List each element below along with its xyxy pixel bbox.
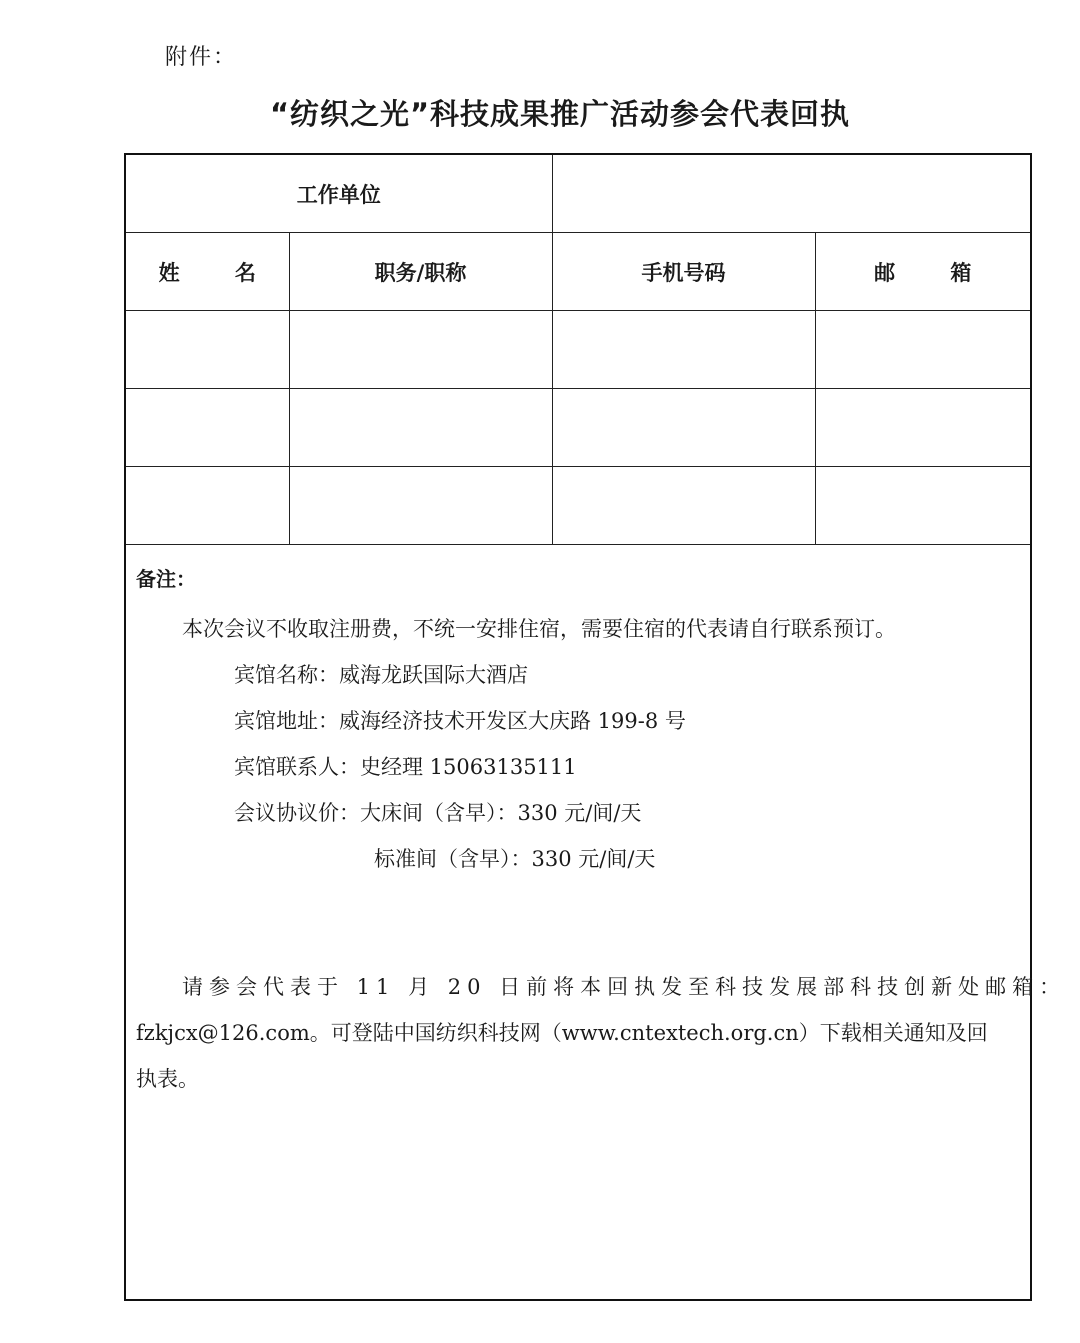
mobile-cell[interactable] (552, 311, 815, 389)
work-unit-row (126, 155, 1030, 233)
email-cell[interactable] (815, 389, 1030, 467)
price-standard-room: 标准间（含早）：330 元/间/天 (374, 847, 656, 871)
remarks-intro: 本次会议不收取注册费，不统一安排住宿，需要住宿的代表请自行联系预订。 (182, 617, 896, 641)
name-cell[interactable] (126, 311, 289, 389)
hotel-contact: 宾馆联系人：史经理 15063135111 (234, 755, 577, 779)
work-unit-field[interactable] (552, 155, 1030, 233)
receipt-form (124, 153, 1067, 1301)
attachment-label: 附件： (165, 45, 238, 70)
header-mobile: 手机号码 (552, 233, 815, 311)
table-row (126, 389, 1030, 467)
work-unit-label: 工作单位 (126, 155, 552, 233)
table-row (126, 467, 1030, 545)
price-bed-room: 会议协议价：大床间（含早）：330 元/间/天 (234, 801, 642, 825)
name-cell[interactable] (126, 467, 289, 545)
return-end-line: 执表。 (136, 1067, 199, 1091)
header-name: 姓 名 (126, 233, 289, 311)
email-cell[interactable] (815, 311, 1030, 389)
mobile-cell[interactable] (552, 467, 815, 545)
position-cell[interactable] (289, 467, 552, 545)
remarks-title: 备注： (136, 567, 196, 591)
mobile-cell[interactable] (552, 389, 815, 467)
hotel-address: 宾馆地址：威海经济技术开发区大庆路 199-8 号 (234, 709, 686, 733)
name-cell[interactable] (126, 389, 289, 467)
email-cell[interactable] (815, 467, 1030, 545)
remarks-section (136, 563, 1067, 1102)
header-email: 邮 箱 (815, 233, 1030, 311)
attendee-table (126, 155, 1030, 545)
column-header-row (126, 233, 1030, 311)
return-email-line: fzkjcx@126.com。可登陆中国纺织科技网（www.cntextech.org.cn）下载相关通知及回 (136, 1021, 988, 1045)
document-title: “纺织之光”科技成果推广活动参会代表回执 (269, 97, 851, 131)
header-position: 职务/职称 (289, 233, 552, 311)
return-instruction: 请参会代表于 11 月 20 日前将本回执发至科技发展部科技创新处邮箱： (182, 975, 1067, 999)
position-cell[interactable] (289, 311, 552, 389)
table-row (126, 311, 1030, 389)
position-cell[interactable] (289, 389, 552, 467)
hotel-name: 宾馆名称：威海龙跃国际大酒店 (234, 663, 528, 687)
